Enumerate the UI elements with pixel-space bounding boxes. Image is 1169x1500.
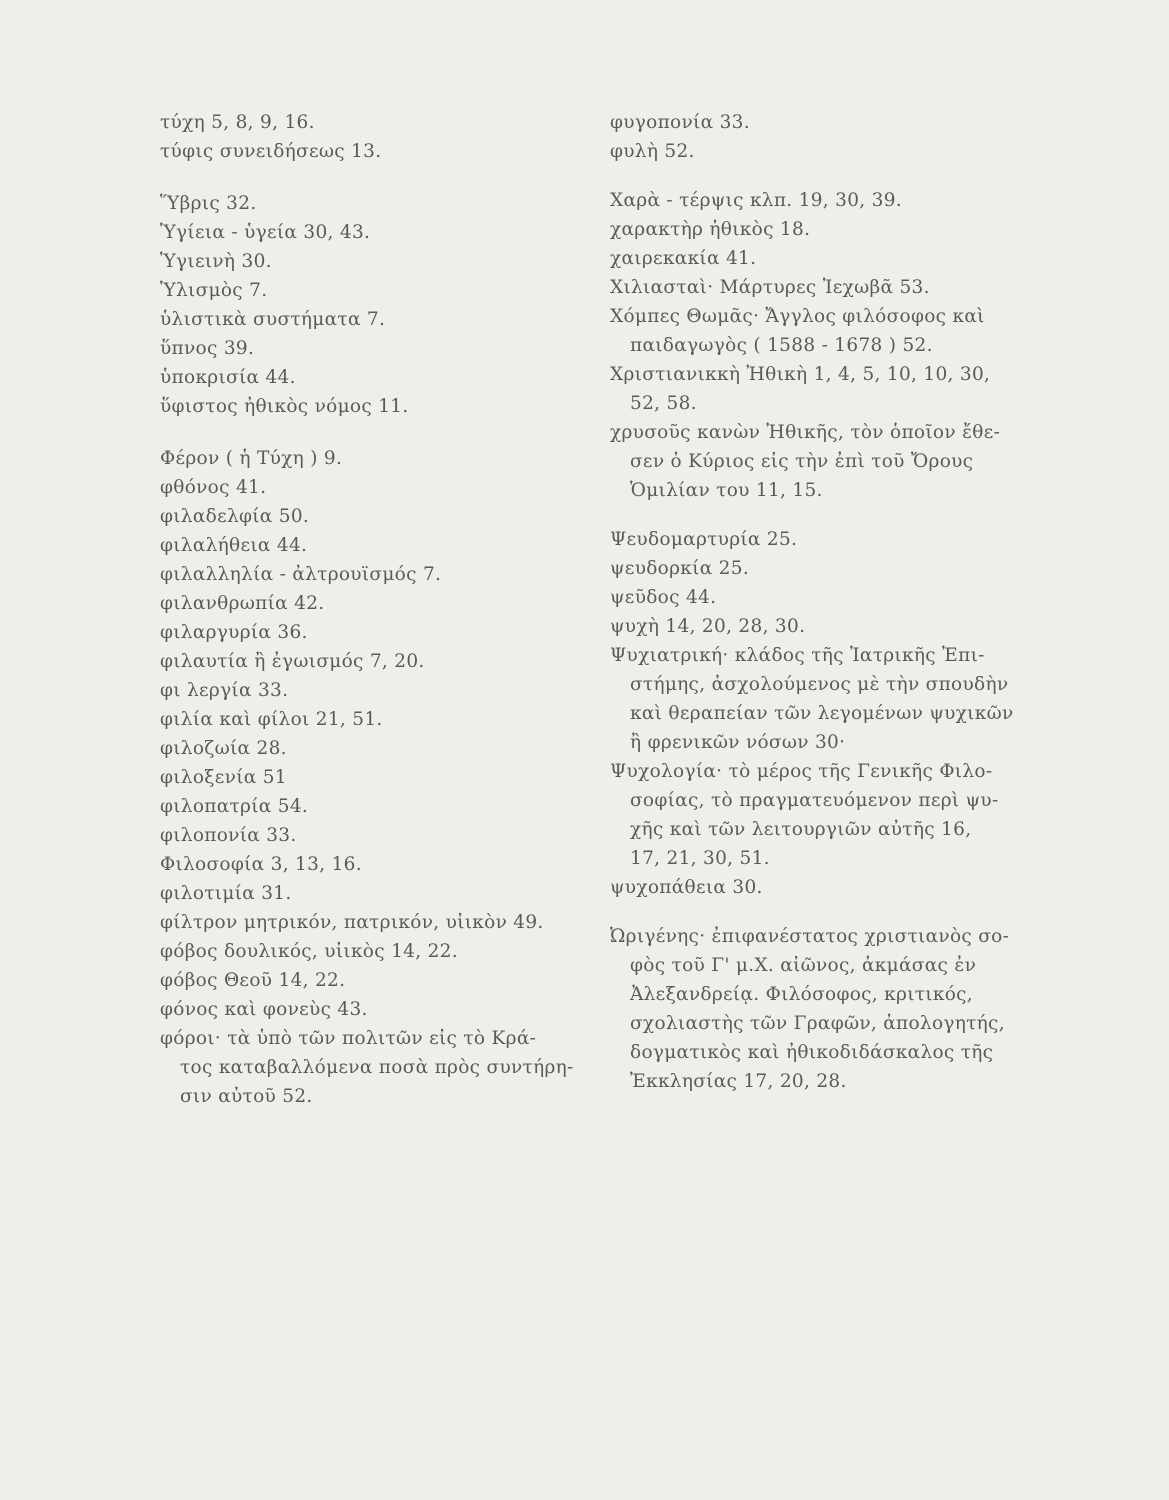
index-entry-continuation: δογματικὸς καὶ ἠθικοδιδάσκαλος τῆς	[630, 1042, 994, 1063]
index-entry	[160, 137, 580, 166]
index-entry-text: φιλαργυρία 36.	[160, 622, 308, 643]
index-entry-text: Ὕβρις 32.	[160, 193, 257, 214]
index-column-left	[160, 108, 580, 1111]
index-entry-text: ψευδορκία 25.	[610, 558, 750, 579]
index-entry	[610, 525, 1050, 554]
index-entry	[160, 473, 580, 502]
index-entry-text: τύφις συνειδήσεως 13.	[160, 141, 382, 162]
index-entry	[160, 589, 580, 618]
index-entry	[160, 937, 580, 966]
index-entry-text: Φέρον ( ἡ Τύχη ) 9.	[160, 448, 343, 469]
index-entry-text: φόνος καὶ φονεὺς 43.	[160, 999, 368, 1020]
section-gap	[160, 421, 580, 444]
index-entry-continuation: φὸς τοῦ Γ' μ.Χ. αἰῶνος, ἀκμάσας ἐν	[630, 955, 977, 976]
index-entry	[610, 186, 1050, 215]
index-entry-text: φόροι· τὰ ὑπὸ τῶν πολιτῶν εἰς τὸ Κρά-	[160, 1028, 537, 1049]
index-entry	[160, 531, 580, 560]
index-entry	[160, 647, 580, 676]
index-entry-text: Ὠριγένης· ἐπιφανέστατος χριστιανὸς σο-	[610, 926, 1010, 947]
index-entry-text: φι λεργία 33.	[160, 680, 289, 701]
index-entry	[160, 305, 580, 334]
index-entry-text: φυγοπονία 33.	[610, 112, 750, 133]
index-entry-text: ψυχοπάθεια 30.	[610, 877, 763, 898]
index-entry	[610, 583, 1050, 612]
index-entry	[610, 641, 1050, 757]
index-entry-continuation: σχολιαστὴς τῶν Γραφῶν, ἀπολογητής,	[630, 1013, 1005, 1034]
index-entry-text: Χαρὰ - τέρψις κλπ. 19, 30, 39.	[610, 190, 902, 211]
index-entry-text: χαρακτὴρ ἠθικὸς 18.	[610, 219, 811, 240]
index-entry	[160, 276, 580, 305]
index-column-right	[610, 108, 1050, 1096]
index-entry-text: ψυχὴ 14, 20, 28, 30.	[610, 616, 806, 637]
index-entry	[160, 850, 580, 879]
index-entry-continuation: Ἐκκλησίας 17, 20, 28.	[630, 1071, 847, 1092]
index-entry-continuation: 52, 58.	[630, 393, 697, 414]
index-entry	[610, 418, 1050, 505]
index-entry-text: Φιλοσοφία 3, 13, 16.	[160, 854, 362, 875]
index-entry	[160, 560, 580, 589]
index-entry-text: φίλτρον μητρικόν, πατρικόν, υἱικὸν 49.	[160, 912, 544, 933]
index-entry-text: φιλαδελφία 50.	[160, 506, 310, 527]
index-entry	[160, 879, 580, 908]
index-entry-text: χρυσοῦς κανὼν Ἠθικῆς, τὸν ὁποῖον ἔθε-	[610, 422, 1001, 443]
index-entry-text: τύχη 5, 8, 9, 16.	[160, 112, 315, 133]
index-entry-text: Ψυχολογία· τὸ μέρος τῆς Γενικῆς Φιλο-	[610, 761, 993, 782]
index-entry	[160, 734, 580, 763]
index-entry-continuation: Ὁμιλίαν του 11, 15.	[630, 480, 823, 501]
index-entry	[160, 218, 580, 247]
index-entry	[160, 444, 580, 473]
index-entry-continuation: ἢ φρενικῶν νόσων 30·	[630, 732, 846, 753]
index-entry-text: ὕφιστος ἠθικὸς νόμος 11.	[160, 396, 409, 417]
index-entry-continuation: Ἀλεξανδρείᾳ. Φιλόσοφος, κριτικός,	[630, 984, 973, 1005]
index-entry	[160, 392, 580, 421]
index-entry-continuation: 17, 21, 30, 51.	[630, 848, 770, 869]
section-gap	[610, 166, 1050, 186]
index-entry-text: φιλία καὶ φίλοι 21, 51.	[160, 709, 383, 730]
index-entry-text: φιλαυτία ἢ ἐγωισμός 7, 20.	[160, 651, 425, 672]
index-entry-text: φιλοπατρία 54.	[160, 796, 309, 817]
index-entry	[160, 189, 580, 218]
index-entry	[160, 618, 580, 647]
index-entry-text: φυλὴ 52.	[610, 141, 695, 162]
index-entry	[160, 792, 580, 821]
index-entry-continuation: σεν ὁ Κύριος εἰς τὴν ἐπὶ τοῦ Ὄρους	[630, 451, 974, 472]
index-entry-text: Ὑγιεινὴ 30.	[160, 251, 272, 272]
index-entry	[610, 554, 1050, 583]
index-entry	[610, 137, 1050, 166]
index-entry-text: φιλοζωία 28.	[160, 738, 287, 759]
section-gap	[610, 505, 1050, 525]
index-entry-text: Ψυχιατρική· κλάδος τῆς Ἰατρικῆς Ἐπι-	[610, 645, 985, 666]
index-entry-text: φιλαλήθεια 44.	[160, 535, 308, 556]
index-entry	[160, 705, 580, 734]
index-entry-text: φιλοξενία 51	[160, 767, 287, 788]
index-entry-text: ὑλιστικὰ συστήματα 7.	[160, 309, 386, 330]
index-entry	[160, 763, 580, 792]
index-entry	[160, 247, 580, 276]
index-entry-text: Χόμπες Θωμᾶς· Ἄγγλος φιλόσοφος καὶ	[610, 306, 985, 327]
index-entry-text: ὑποκρισία 44.	[160, 367, 296, 388]
index-entry-text: φόβος Θεοῦ 14, 22.	[160, 970, 346, 991]
index-entry	[160, 995, 580, 1024]
index-entry	[610, 273, 1050, 302]
index-entry	[160, 108, 580, 137]
index-entry-text: φόβος δουλικός, υἱικὸς 14, 22.	[160, 941, 458, 962]
index-entry-continuation: σιν αὐτοῦ 52.	[180, 1086, 313, 1107]
index-entry-text: φιλαλληλία - ἀλτρουϊσμός 7.	[160, 564, 442, 585]
index-entry-continuation: στήμης, ἀσχολούμενος μὲ τὴν σπουδὴν	[630, 674, 1009, 695]
index-entry-text: ψεῦδος 44.	[610, 587, 717, 608]
index-entry	[160, 676, 580, 705]
index-entry	[610, 215, 1050, 244]
index-entry-continuation: χῆς καὶ τῶν λειτουργιῶν αὐτῆς 16,	[630, 819, 972, 840]
index-entry	[610, 922, 1050, 1096]
index-entry-text: Ὑγίεια - ὑγεία 30, 43.	[160, 222, 371, 243]
index-entry-text: Χιλιασταὶ· Μάρτυρες Ἰεχωβᾶ 53.	[610, 277, 930, 298]
index-entry-text: φιλοπονία 33.	[160, 825, 297, 846]
index-entry	[610, 302, 1050, 360]
index-entry-text: ὕπνος 39.	[160, 338, 255, 359]
index-entry	[160, 363, 580, 392]
index-entry	[160, 1024, 580, 1111]
index-entry-text: Ὑλισμὸς 7.	[160, 280, 268, 301]
index-entry	[610, 612, 1050, 641]
index-entry-continuation: τος καταβαλλόμενα ποσὰ πρὸς συντήρη-	[180, 1057, 574, 1078]
index-entry	[160, 966, 580, 995]
index-entry	[160, 821, 580, 850]
index-entry-text: χαιρεκακία 41.	[610, 248, 757, 269]
index-entry	[610, 244, 1050, 273]
index-entry	[610, 757, 1050, 873]
index-entry	[160, 908, 580, 937]
index-entry-text: Ψευδομαρτυρία 25.	[610, 529, 798, 550]
index-entry-continuation: παιδαγωγὸς ( 1588 - 1678 ) 52.	[630, 335, 933, 356]
index-entry-text: φιλοτιμία 31.	[160, 883, 292, 904]
index-entry	[610, 873, 1050, 902]
index-entry-text: φιλανθρωπία 42.	[160, 593, 325, 614]
index-entry-continuation: καὶ θεραπείαν τῶν λεγομένων ψυχικῶν	[630, 703, 1014, 724]
index-entry	[160, 502, 580, 531]
index-entry	[610, 108, 1050, 137]
index-entry	[160, 334, 580, 363]
index-entry-text: φθόνος 41.	[160, 477, 267, 498]
index-entry-text: Χριστιανικκὴ Ἠθικὴ 1, 4, 5, 10, 10, 30,	[610, 364, 991, 385]
index-entry	[610, 360, 1050, 418]
section-gap	[160, 166, 580, 189]
section-gap	[610, 902, 1050, 922]
index-entry-continuation: σοφίας, τὸ πραγματευόμενον περὶ ψυ-	[630, 790, 999, 811]
